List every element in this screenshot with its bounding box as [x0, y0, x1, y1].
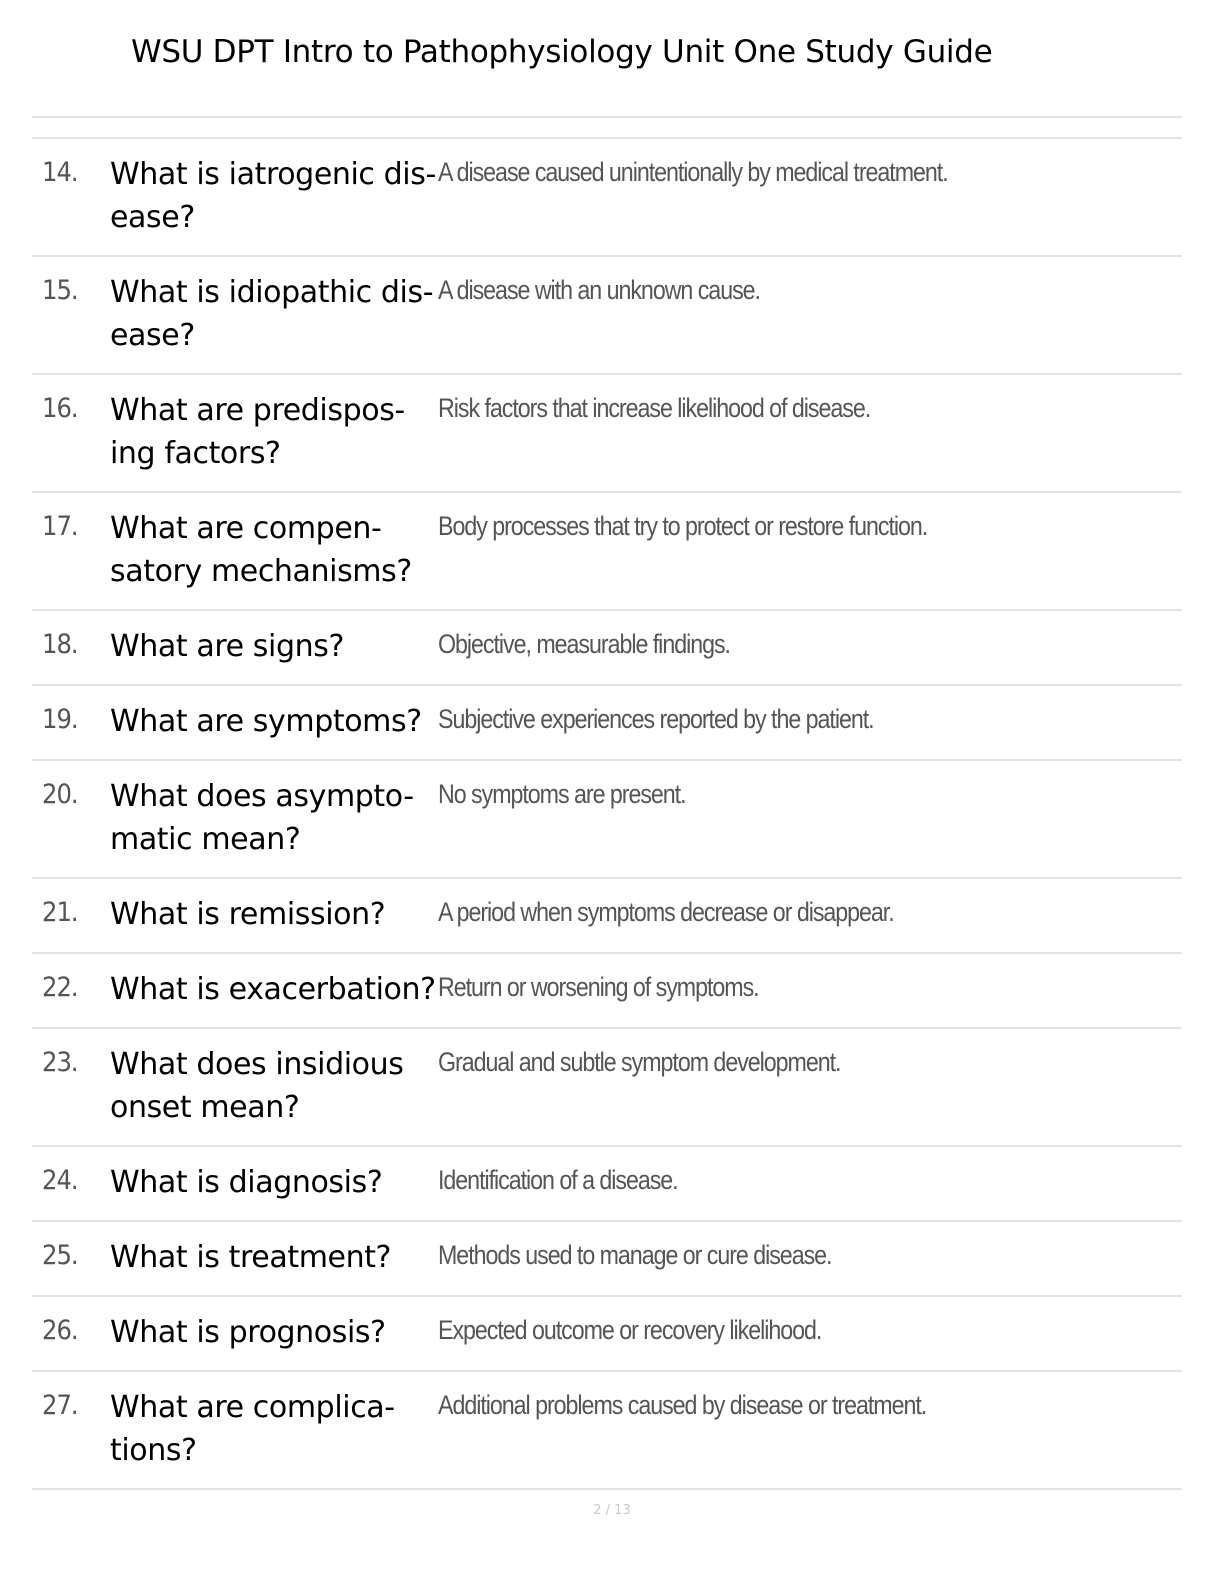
question-number: 26. [42, 1315, 78, 1346]
header-divider [32, 116, 1182, 118]
question-text: What is prognosis? [110, 1315, 386, 1350]
study-question-row [32, 1147, 1182, 1222]
study-question-row [32, 1372, 1182, 1490]
question-text: What does insidious onset mean? [110, 1047, 404, 1125]
question-text: What are symptoms? [110, 704, 422, 739]
question-text: What are predispos-ing factors? [110, 393, 405, 471]
question-text: What does asympto-matic mean? [110, 779, 414, 857]
answer-text: Return or worsening of symptoms. [438, 972, 759, 1002]
study-question-row [32, 1222, 1182, 1297]
question-number: 16. [42, 393, 78, 424]
question-number: 18. [42, 629, 78, 660]
question-number: 25. [42, 1240, 78, 1271]
question-text: What are complica-tions? [110, 1390, 395, 1468]
answer-text: Objective, measurable findings. [438, 629, 730, 659]
question-text: What is idiopathic dis-ease? [110, 275, 434, 353]
answer-text: A disease caused unintentionally by medical treatment. [438, 157, 948, 187]
question-text: What is remission? [110, 897, 386, 932]
question-number: 14. [42, 157, 78, 188]
answer-text: A period when symptoms decrease or disappear. [438, 897, 894, 927]
question-text: What is diagnosis? [110, 1165, 383, 1200]
study-question-row [32, 139, 1182, 257]
study-question-row [32, 257, 1182, 375]
question-number: 17. [42, 511, 78, 542]
study-question-row [32, 1029, 1182, 1147]
question-number: 23. [42, 1047, 78, 1078]
study-question-row [32, 375, 1182, 493]
answer-text: Subjective experiences reported by the patient. [438, 704, 874, 734]
answer-text: Gradual and subtle symptom development. [438, 1047, 841, 1077]
question-text: What is treatment? [110, 1240, 392, 1275]
question-number: 20. [42, 779, 78, 810]
question-text: What is exacerbation? [110, 972, 436, 1007]
study-question-row [32, 879, 1182, 954]
answer-text: Risk factors that increase likelihood of disease. [438, 393, 871, 423]
answer-text: No symptoms are present. [438, 779, 686, 809]
question-text: What are compen-satory mechanisms? [110, 511, 412, 589]
answer-text: Body processes that try to protect or restore function. [438, 511, 928, 541]
answer-text: Identification of a disease. [438, 1165, 678, 1195]
question-number: 22. [42, 972, 78, 1003]
study-question-row [32, 686, 1182, 761]
study-question-row [32, 954, 1182, 1029]
question-text: What are signs? [110, 629, 344, 664]
question-number: 21. [42, 897, 78, 928]
answer-text: A disease with an unknown cause. [438, 275, 760, 305]
study-question-row [32, 1297, 1182, 1372]
question-number: 27. [42, 1390, 78, 1421]
study-question-list [32, 139, 1182, 1490]
answer-text: Expected outcome or recovery likelihood. [438, 1315, 822, 1345]
page-indicator: 2 / 13 [593, 1503, 631, 1518]
study-question-row [32, 761, 1182, 879]
question-number: 24. [42, 1165, 78, 1196]
question-text: What is iatrogenic dis-ease? [110, 157, 436, 235]
question-number: 15. [42, 275, 78, 306]
answer-text: Additional problems caused by disease or treatment. [438, 1390, 927, 1420]
question-number: 19. [42, 704, 78, 735]
document-title: WSU DPT Intro to Pathophysiology Unit One Study Guide [131, 34, 993, 70]
study-question-row [32, 493, 1182, 611]
study-question-row [32, 611, 1182, 686]
answer-text: Methods used to manage or cure disease. [438, 1240, 832, 1270]
